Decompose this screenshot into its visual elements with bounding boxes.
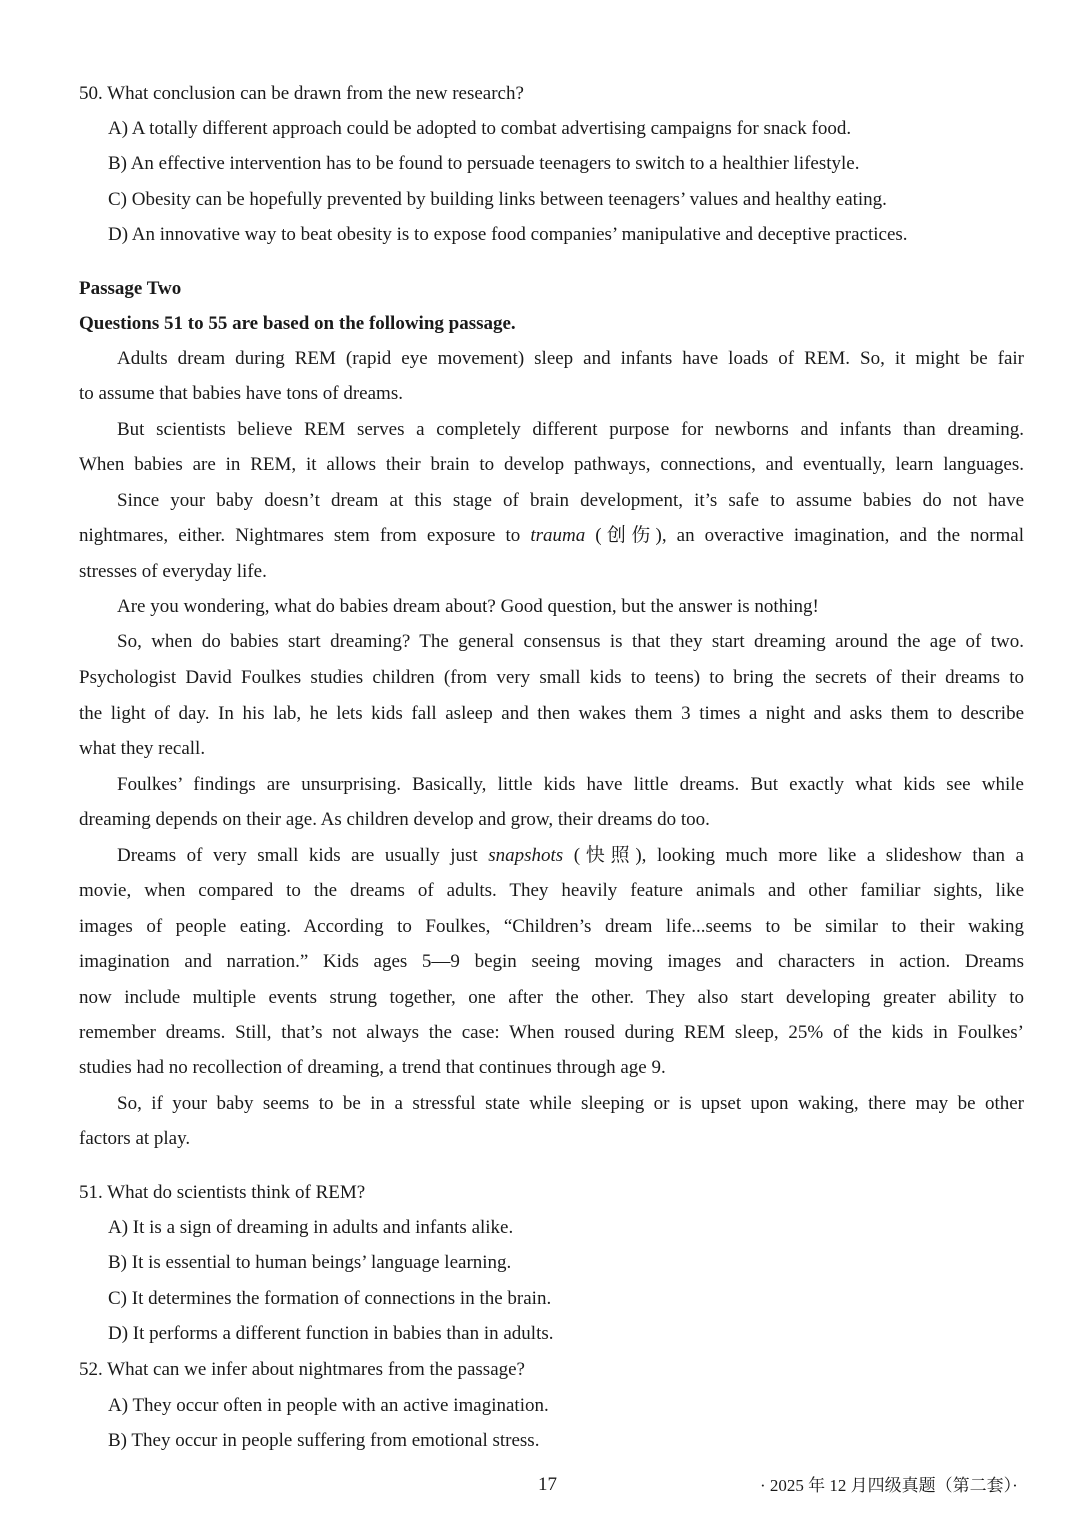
passage-line: So, if your baby seems to be in a stressful state while sleeping or is upset upon waking, there may be other	[117, 1093, 1024, 1114]
exam-title: · 2025 年 12 月四级真题（第二套）·	[760, 1476, 1018, 1495]
passage-heading: Passage Two	[79, 278, 182, 299]
question-51-option-a: A) It is a sign of dreaming in adults and infants alike.	[108, 1217, 514, 1238]
page-number: 17	[538, 1474, 557, 1495]
question-50-option-c: C) Obesity can be hopefully prevented by building links between teenagers’ values and healthy eating.	[108, 189, 887, 210]
passage-line: what they recall.	[79, 738, 206, 759]
passage-line: Dreams of very small kids are usually just snapshots (快照), looking much more like a slideshow than a	[117, 845, 1024, 866]
passage-line: So, when do babies start dreaming? The general consensus is that they start dreaming around the age of two.	[117, 631, 1024, 652]
glossed-term: snapshots	[488, 845, 564, 866]
question-51-option-c: C) It determines the formation of connections in the brain.	[108, 1288, 552, 1309]
glossed-term: trauma	[530, 525, 586, 546]
passage-line: Since your baby doesn’t dream at this stage of brain development, it’s safe to assume babies do not have	[117, 490, 1024, 511]
passage-line: Adults dream during REM (rapid eye movement) sleep and infants have loads of REM. So, it might be fair	[117, 348, 1024, 369]
passage-line: to assume that babies have tons of dreams.	[79, 383, 403, 404]
question-52-stem: 52. What can we infer about nightmares from the passage?	[79, 1359, 525, 1380]
passage-line: factors at play.	[79, 1128, 191, 1149]
passage-line: now include multiple events strung together, one after the other. They also start developing greater ability to	[79, 987, 1024, 1008]
passage-line: stresses of everyday life.	[79, 561, 267, 582]
question-51-option-b: B) It is essential to human beings’ language learning.	[108, 1252, 512, 1273]
question-50-option-a: A) A totally different approach could be adopted to combat advertising campaigns for snack food.	[108, 118, 852, 139]
passage-line: nightmares, either. Nightmares stem from exposure to trauma (创伤), an overactive imagination, and the normal	[79, 525, 1024, 546]
question-50-stem: 50. What conclusion can be drawn from the new research?	[79, 83, 524, 104]
question-51-stem: 51. What do scientists think of REM?	[79, 1182, 366, 1203]
passage-instruction: Questions 51 to 55 are based on the following passage.	[79, 313, 516, 334]
passage-line: But scientists believe REM serves a completely different purpose for newborns and infants than dreaming.	[117, 419, 1024, 440]
passage-line: the light of day. In his lab, he lets kids fall asleep and then wakes them 3 times a night and asks them to describe	[79, 703, 1024, 724]
passage-line: When babies are in REM, it allows their brain to develop pathways, connections, and eventually, learn languages.	[79, 454, 1024, 475]
passage-line: studies had no recollection of dreaming, a trend that continues through age 9.	[79, 1057, 666, 1078]
question-52-option-a: A) They occur often in people with an active imagination.	[108, 1395, 549, 1416]
passage-line: dreaming depends on their age. As children develop and grow, their dreams do too.	[79, 809, 710, 830]
passage-line: movie, when compared to the dreams of adults. They heavily feature animals and other familiar sights, like	[79, 880, 1024, 901]
question-51-option-d: D) It performs a different function in babies than in adults.	[108, 1323, 554, 1344]
passage-line: images of people eating. According to Foulkes, “Children’s dream life...seems to be similar to their waking	[79, 916, 1024, 937]
question-52-option-b: B) They occur in people suffering from emotional stress.	[108, 1430, 540, 1451]
passage-line: Foulkes’ findings are unsurprising. Basically, little kids have little dreams. But exactly what kids see while	[117, 774, 1024, 795]
passage-line: remember dreams. Still, that’s not always the case: When roused during REM sleep, 25% of the kids in Foulkes’	[79, 1022, 1024, 1043]
passage-line: Are you wondering, what do babies dream about? Good question, but the answer is nothing!	[117, 596, 819, 617]
passage-line: imagination and narration.” Kids ages 5—9 begin seeing moving images and characters in action. Dreams	[79, 951, 1024, 972]
question-50-option-b: B) An effective intervention has to be found to persuade teenagers to switch to a healthier lifestyle.	[108, 153, 860, 174]
passage-line: Psychologist David Foulkes studies children (from very small kids to teens) to bring the secrets of their dreams to	[79, 667, 1024, 688]
question-50-option-d: D) An innovative way to beat obesity is to expose food companies’ manipulative and deceptive practices.	[108, 224, 908, 245]
